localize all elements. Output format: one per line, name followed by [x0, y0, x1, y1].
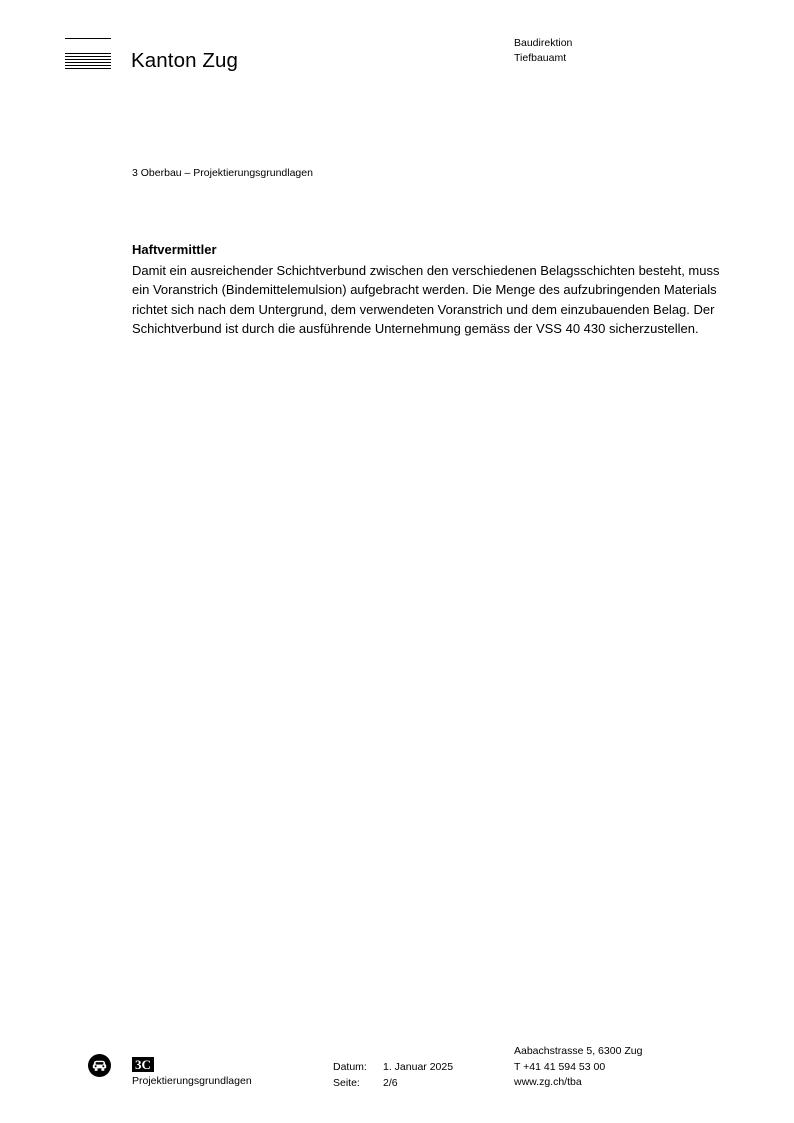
address-line: Aabachstrasse 5, 6300 Zug [514, 1045, 643, 1057]
breadcrumb: 3 Oberbau – Projektierungsgrundlagen [132, 167, 313, 179]
section-heading: Haftvermittler [132, 242, 217, 257]
canton-logo-icon [65, 38, 111, 70]
date-label: Datum: [333, 1061, 367, 1073]
contact-block [514, 1044, 642, 1091]
document-code-badge: 3C [132, 1057, 154, 1072]
office-name: Tiefbauamt [514, 52, 567, 64]
date-value: 1. Januar 2025 [383, 1061, 454, 1073]
department-block [514, 36, 572, 66]
date-row [333, 1059, 453, 1075]
department-name: Baudirektion [514, 37, 573, 49]
document-name: Projektierungsgrundlagen [132, 1075, 252, 1087]
page-value: 2/6 [383, 1077, 398, 1089]
page-row [333, 1075, 453, 1091]
document-meta [333, 1059, 453, 1091]
website-link[interactable]: www.zg.ch/tba [514, 1076, 582, 1088]
road-vehicle-icon [88, 1054, 111, 1077]
page-label: Seite: [333, 1077, 360, 1089]
brand-name: Kanton Zug [131, 49, 238, 72]
section-body: Damit ein ausreichender Schichtverbund zwischen den verschiedenen Belagsschichten besteht, muss ein Voranstrich (Bindemittelemulsion) aufgebracht werden. Die Menge des aufzubringenden Materials richtet sich nach dem Untergrund, dem verwendeten Voranstrich und dem einzubauenden Belag. Der Schichtverbund ist durch die ausführende Unternehmung gemäss der VSS 40 430 sicherzustellen. [132, 263, 720, 336]
phone-line: T +41 41 594 53 00 [514, 1060, 606, 1073]
content-section [132, 242, 732, 338]
